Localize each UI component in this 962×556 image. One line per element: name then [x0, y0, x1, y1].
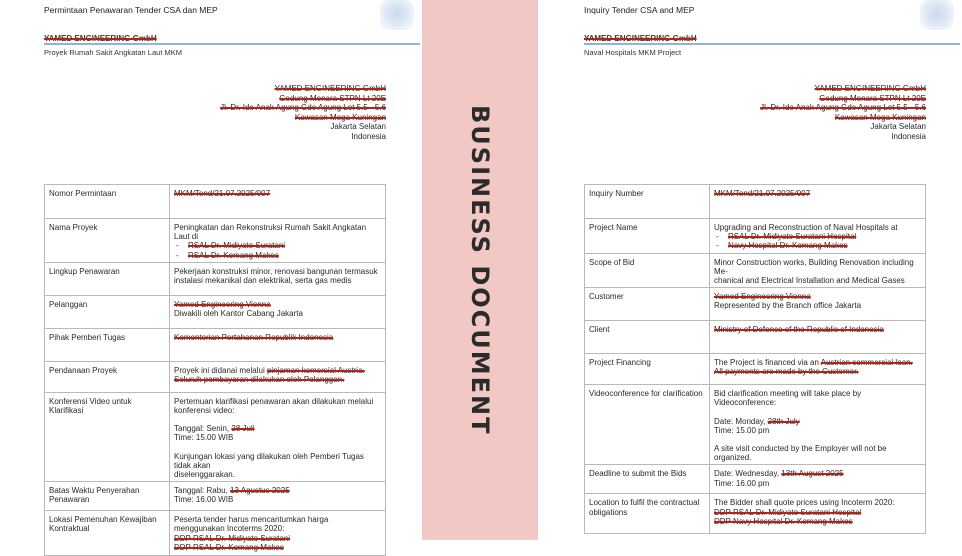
value-text: Peningkatan dan Rekonstruksi Rumah Sakit Angkatan Laut di [174, 223, 367, 242]
company-name-redacted: YAMED ENGINEERING GmbH [584, 34, 697, 43]
redacted-text: Austrian commercial loan. [820, 358, 913, 368]
line-gap [714, 408, 921, 417]
document-title: Permintaan Penawaran Tender CSA dan MEP [44, 5, 218, 15]
row-value [710, 185, 926, 219]
value-text: Upgrading and Reconstruction of Naval Hospitals at [714, 223, 898, 232]
line-gap [174, 415, 381, 424]
row-value [710, 219, 926, 254]
value-line [174, 524, 381, 533]
value-line [174, 452, 381, 470]
value-text: Pertemuan klarifikasi penawaran akan dilakukan melalui [174, 396, 374, 406]
table-row [585, 288, 926, 321]
table-row [585, 253, 926, 288]
table-row [585, 494, 926, 534]
value-text: Tanggal: Senin, [174, 424, 232, 434]
address-line: Indonesia [351, 131, 386, 141]
document-title: Inquiry Tender CSA and MEP [584, 5, 695, 15]
table-row [45, 482, 386, 511]
table-row [585, 354, 926, 385]
row-value [170, 295, 386, 328]
value-text: Tanggal: Rabu, [174, 486, 231, 496]
row-label: Lingkup Penawaran [45, 262, 170, 295]
redacted-text: DDP RSAL Dr. Midiyato Suratani Hospital [714, 507, 862, 517]
value-line [714, 508, 921, 517]
value-text: Time: 16.00 WIB [174, 495, 234, 505]
value-line [714, 444, 921, 462]
row-label: Client [585, 321, 710, 354]
row-label: Nomor Permintaan [45, 185, 170, 219]
row-value [170, 185, 386, 219]
value-text: instalasi mekanikal dan elektrikal, serta gas medis [174, 276, 352, 286]
table-row [45, 295, 386, 328]
value-text: diselenggarakan. [174, 470, 235, 480]
value-line [174, 433, 381, 442]
value-line [174, 309, 381, 318]
value-line [174, 515, 381, 524]
value-line [174, 470, 381, 479]
value-text: Kunjungan lokasi yang dilakukan oleh Pemberi Tugas tidak akan [174, 451, 364, 470]
value-line [714, 469, 921, 478]
address-block [220, 84, 386, 142]
value-line [174, 223, 381, 241]
redacted-text: Ministry of Defence of the Republic of Indonesia [714, 325, 884, 335]
redacted-text: All payments are made by the Customer. [714, 367, 859, 377]
row-value [710, 385, 926, 465]
value-text: Time: 15.00 WIB [174, 433, 234, 443]
value-text: konferensi video: [174, 406, 235, 416]
value-text: Date: Monday, [714, 416, 768, 426]
inquiry-details-table [584, 184, 926, 534]
table-row [585, 185, 926, 219]
row-label: Deadline to submit the Bids [585, 465, 710, 494]
redacted-text: Navy Hospital Dr. Komang Makes [728, 241, 848, 251]
redacted-text: Yamed Engineering Vienna [174, 299, 271, 309]
row-label: Scope of Bid [585, 253, 710, 288]
value-text: Peserta tender harus mencantumkan harga [174, 515, 329, 525]
value-line [714, 358, 921, 367]
value-text: Date: Wednesday, [714, 469, 782, 479]
value-text: Proyek ini didanai melalui [174, 365, 267, 375]
row-label: Pihak Pemberi Tugas [45, 328, 170, 361]
header-divider [584, 43, 960, 45]
value-line [714, 258, 921, 276]
row-label: Project Financing [585, 354, 710, 385]
row-value [170, 219, 386, 263]
value-line [714, 301, 921, 310]
redacted-text: DDP Navy Hospital Dr. Komang Makes [714, 516, 853, 526]
row-value [710, 354, 926, 385]
value-line [174, 276, 381, 285]
project-name: Proyek Rumah Sakit Angkatan Laut MKM [44, 48, 182, 57]
bullet-item [174, 241, 381, 250]
redacted-text: 13th August 2025 [781, 469, 844, 479]
bullet-item [174, 251, 381, 260]
redacted-text: Yamed Engineering Vienna [714, 292, 811, 302]
value-line [714, 389, 921, 407]
table-row [585, 219, 926, 254]
value-line [174, 534, 381, 543]
value-line [714, 367, 921, 376]
value-text: Minor Construction works, Building Renovation including Me- [714, 257, 914, 276]
table-row [585, 321, 926, 354]
redacted-text: DDP RSAL Dr. Midiyato Suratani [174, 533, 291, 543]
value-line [714, 276, 921, 285]
value-line [714, 223, 921, 232]
address-line: Indonesia [891, 131, 926, 141]
value-line [714, 479, 921, 488]
value-text: Diwakili oleh Kantor Cabang Jakarta [174, 309, 303, 319]
address-line-redacted: Kawasan Mega Kuningan [294, 112, 386, 122]
value-line [714, 517, 921, 526]
value-line [714, 498, 921, 507]
redacted-text: 13 Agustus 2025 [230, 486, 290, 496]
row-value [170, 262, 386, 295]
value-text: The Bidder shall quote prices using Incoterm 2020: [714, 498, 895, 508]
address-line-redacted: Gedung Menara STPN Lt 20E [819, 93, 926, 103]
address-block [760, 84, 926, 142]
row-label: Batas Waktu Penyerahan Penawaran [45, 482, 170, 511]
table-row [585, 465, 926, 494]
address-line: Jakarta Selatan [870, 122, 926, 132]
table-row [45, 328, 386, 361]
address-line-redacted: YAMED ENGINEERING GmbH [814, 84, 926, 93]
line-gap [174, 443, 381, 452]
address-line-redacted: Kawasan Mega Kuningan [834, 112, 926, 122]
value-text: Bid clarification meeting will take place by Videoconference: [714, 389, 862, 408]
table-row [45, 262, 386, 295]
address-line-redacted: Jl. Dr. Ide Anak Agung Gde Agung Lot 5.5 - 5.6 [220, 103, 386, 113]
value-text: The Project is financed via an [714, 358, 821, 368]
value-text: Represented by the Branch office Jakarta [714, 301, 862, 311]
value-line [714, 417, 921, 426]
value-text: Time: 15.00 pm [714, 425, 770, 435]
value-text: Time: 16.00 pm [714, 478, 770, 488]
company-logo-icon [920, 0, 954, 30]
value-line [174, 397, 381, 406]
value-line [174, 406, 381, 415]
value-text: menggunakan Incoterms 2020: [174, 524, 285, 534]
document-page-indonesian [44, 0, 422, 552]
redacted-text: MKM/Tend/21.07.2025/007 [174, 189, 271, 198]
inquiry-details-table [44, 184, 386, 556]
row-value [710, 465, 926, 494]
value-line [174, 366, 381, 375]
row-label: Customer [585, 288, 710, 321]
redacted-text: DDP RSAL Dr. Komang Makes [174, 542, 284, 552]
divider-label: BUSINESS DOCUMENT [466, 104, 494, 436]
redacted-text: 28th July [767, 416, 800, 426]
value-line [714, 426, 921, 435]
table-row [45, 219, 386, 263]
redacted-text: RSAL Dr. Midiyato Suratani Hospital [728, 232, 857, 242]
value-line [174, 543, 381, 552]
row-label: Konferensi Video untuk Klarifikasi [45, 392, 170, 481]
row-label: Location to fulfil the contractual obligations [585, 494, 710, 534]
line-gap [714, 435, 921, 444]
address-line: Jakarta Selatan [330, 122, 386, 132]
address-line-redacted: Gedung Menara STPN Lt 20E [279, 93, 386, 103]
row-label: Pelanggan [45, 295, 170, 328]
address-line-redacted: Jl. Dr. Ide Anak Agung Gde Agung Lot 5.5 - 5.6 [760, 103, 926, 113]
redacted-text: 28 Juli [231, 424, 255, 434]
row-value [710, 253, 926, 288]
row-label: Videoconference for clarification [585, 385, 710, 465]
company-name-redacted: YAMED ENGINEERING GmbH [44, 34, 157, 43]
address-line-redacted: YAMED ENGINEERING GmbH [274, 84, 386, 93]
row-value [710, 494, 926, 534]
bullet-item [714, 232, 921, 241]
row-value [170, 328, 386, 361]
header-divider [44, 43, 420, 45]
row-value [170, 511, 386, 556]
row-label: Inquiry Number [585, 185, 710, 219]
row-value [710, 321, 926, 354]
row-value [710, 288, 926, 321]
table-row [45, 392, 386, 481]
table-row [45, 511, 386, 556]
redacted-text: MKM/Tend/21.07.2025/007 [714, 189, 811, 198]
row-label: Lokasi Pemenuhan Kewajiban Kontraktual [45, 511, 170, 556]
value-line [174, 495, 381, 504]
row-value [170, 482, 386, 511]
value-line [714, 325, 921, 334]
value-line [714, 189, 921, 198]
redacted-text: RSAL Dr. Midiyato Suratani [188, 241, 286, 251]
row-value [170, 392, 386, 481]
value-line [174, 486, 381, 495]
value-line [174, 189, 381, 198]
document-page-english [584, 0, 962, 540]
value-line [174, 375, 381, 384]
value-line [174, 333, 381, 342]
value-line [174, 300, 381, 309]
business-document-divider [422, 0, 538, 540]
redacted-text: Seluruh pembayaran dilakukan oleh Pelanggan. [174, 375, 345, 385]
value-line [174, 424, 381, 433]
bullet-item [714, 241, 921, 250]
table-row [45, 185, 386, 219]
row-value [170, 361, 386, 392]
value-text: A site visit conducted by the Employer will not be organized. [714, 444, 887, 463]
redacted-text: Kementerian Pertahanan Republik Indonesia [174, 332, 334, 342]
row-label: Project Name [585, 219, 710, 254]
value-text: Pekerjaan konstruksi minor, renovasi bangunan termasuk [174, 266, 378, 276]
redacted-text: pinjaman komersial Austria. [266, 365, 365, 375]
table-row [45, 361, 386, 392]
project-name: Naval Hospitals MKM Project [584, 48, 682, 57]
value-line [714, 292, 921, 301]
value-text: chanical and Electrical Installation and Medical Gases [714, 276, 905, 286]
redacted-text: RSAL Dr. Komang Makes [188, 250, 279, 260]
row-label: Nama Proyek [45, 219, 170, 263]
company-logo-icon [380, 0, 414, 30]
row-label: Pendanaan Proyek [45, 361, 170, 392]
value-line [174, 267, 381, 276]
table-row [585, 385, 926, 465]
